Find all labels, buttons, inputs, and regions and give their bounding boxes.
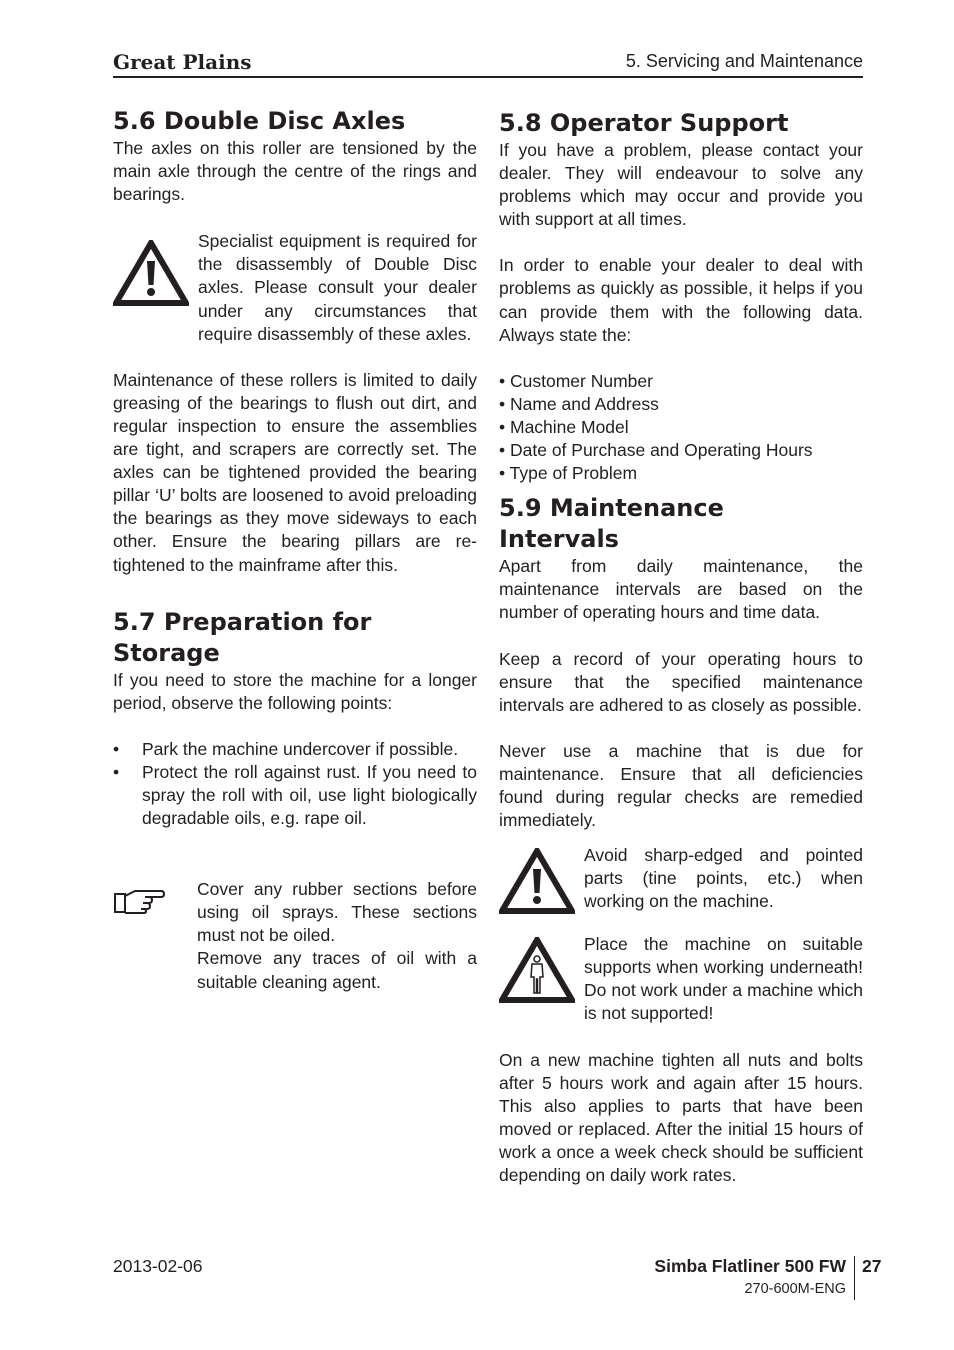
section-label: 5. Servicing and Maintenance [625, 51, 863, 71]
s56-paragraph-2: Maintenance of these rollers is limited to daily greasing of the bearings to flush out dirt, and regular inspection to ensure the assemblies are tight, and scrapers are correctly set. The axles can be tightened provided the bearing pillar ‘U’ bolts are loosened to avoid preloading the bearings as they move sideways to each other. Ensure the bearing pillars are re- tightened to the mainframe after this. [113, 369, 477, 575]
left-column [113, 106, 477, 994]
heading-5-7-line2: Storage [113, 638, 220, 667]
footer-product [654, 1256, 855, 1300]
page-header [113, 48, 863, 78]
list-item: • Type of Problem [499, 463, 638, 484]
list-item: • Customer Number [499, 370, 653, 391]
footer-date: 2013-02-06 [113, 1256, 203, 1276]
brand-logo-text: Great Plains [113, 50, 252, 74]
heading-5-9-line2: Intervals [499, 525, 619, 554]
right-column [499, 108, 863, 1187]
s57-note-block [113, 878, 477, 993]
heading-5-9-line1: 5.9 Maintenance [499, 494, 724, 523]
s57-paragraph-1: If you need to store the machine for a longer period, observe the following points: [113, 669, 477, 713]
list-item: • Protect the roll against rust. If you need to spray the roll with oil, use light biologically degradable oils, e.g. rape oil. [113, 761, 477, 829]
s59-warning-2-text: Place the machine on suitable supports when working underneath! Do not work under a machine which is not supported! [584, 934, 863, 1024]
footer-code: 270-600M-ENG [744, 1281, 846, 1297]
list-item: • Date of Purchase and Operating Hours [499, 440, 813, 461]
list-item: • Machine Model [499, 416, 629, 437]
s57-bullet-list [113, 738, 477, 830]
s58-paragraph-1: If you have a problem, please contact your dealer. They will endeavour to solve any problems which may occur and provide you with support at all times. [499, 140, 863, 230]
list-item: • Name and Address [499, 393, 659, 414]
list-item: • Park the machine undercover if possible. [113, 738, 459, 759]
s59-warning-1 [499, 844, 863, 919]
s56-paragraph-1: The axles on this roller are tensioned by the main axle through the centre of the rings and bearings. [113, 138, 477, 205]
s59-paragraph-4: On a new machine tighten all nuts and bolts after 5 hours work and again after 15 hours. This also applies to parts that have been moved or replaced. After the initial 15 hours of work a once a week check should be sufficient depending on daily work rates. [499, 1049, 863, 1185]
s56-warning-text: Specialist equipment is required for the disassembly of Double Disc axles. Please consult your dealer under any circumstances that require disassembly of these axles. [198, 231, 477, 344]
warning-triangle-icon [499, 844, 584, 919]
s58-paragraph-2: In order to enable your dealer to deal with problems as quickly as possible, it helps if you can provide them with the following data. Always state the: [499, 255, 863, 345]
s59-warning-1-text: Avoid sharp-edged and pointed parts (tine points, etc.) when working on the machine. [584, 845, 863, 912]
s57-note-line2: Remove any traces of oil with a suitable cleaning agent. [197, 948, 477, 992]
s58-data-list [499, 370, 863, 485]
heading-5-7-line1: 5.7 Preparation for [113, 607, 372, 636]
s57-note-line1: Cover any rubber sections before using oil sprays. These sections must not be oiled. [197, 879, 477, 946]
footer-title: Simba Flatliner 500 FW [654, 1256, 846, 1276]
s59-paragraph-2: Keep a record of your operating hours to ensure that the specified maintenance intervals are adhered to as closely as possible. [499, 648, 863, 715]
s59-paragraph-3: Never use a machine that is due for maintenance. Ensure that all deficiencies found during regular checks are remedied immediately. [499, 740, 863, 831]
warning-triangle-icon [113, 230, 198, 311]
page-number: 27 [862, 1256, 882, 1276]
s56-warning-block [113, 230, 477, 345]
s59-paragraph-1: Apart from daily maintenance, the maintenance intervals are based on the number of operating hours and time data. [499, 556, 863, 623]
heading-5-8: 5.8 Operator Support [499, 109, 789, 137]
heading-5-6: 5.6 Double Disc Axles [113, 107, 406, 135]
pointing-hand-icon [113, 878, 197, 919]
crush-hazard-icon [499, 933, 584, 1008]
s59-warning-2 [499, 933, 863, 1025]
